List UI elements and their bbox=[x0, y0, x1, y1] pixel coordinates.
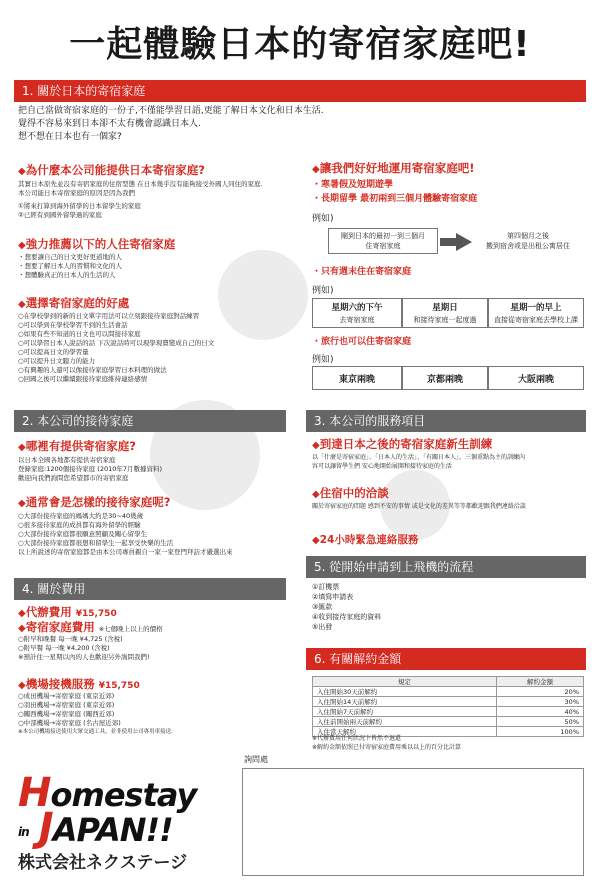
page-title: 一起體驗日本的寄宿家庭吧! bbox=[69, 24, 531, 65]
example-box-after: 第四個月之後 搬到宿舍或是出租公寓居住 bbox=[486, 232, 570, 250]
inquiry-label: 詢問處 bbox=[244, 755, 268, 764]
arrow-right-icon bbox=[456, 233, 472, 251]
cancellation-table bbox=[312, 676, 584, 737]
agency-fee: ◆代辦費用 ¥15,750 bbox=[18, 605, 117, 619]
service-emergency: ◆24小時緊急連絡服務 bbox=[312, 534, 419, 546]
home-fee: ◆寄宿家庭費用 ※七個晚上以上的價格 bbox=[18, 620, 163, 634]
table-header-row: 規定 解約金額 bbox=[313, 677, 584, 687]
where-heading: ◆哪裡有提供寄宿家庭? bbox=[18, 439, 136, 453]
home-fee-list: ○附早和晚餐 每一晚 ¥4,725 (含稅) ○附早餐 每一晚 ¥4,200 (含稅) ※預計住一星期以內的人也歡迎另外詢問我們! bbox=[18, 635, 150, 661]
who-list: ○大部份接待家庭的媽媽大約是30~40幾歲 ○很多接待家庭的成員都有海外留學的經驗 ○大部份接待家庭都很願意照顧及關心留學生 ○大部份接待家庭都很想和留學生一起享受快樂的生活 以上所說述的寄宿家庭都是由本公司專員親自一家一家登門拜訪才嚴選出來 bbox=[18, 512, 233, 556]
logo-homestay: Homestay bbox=[18, 770, 197, 816]
use-sub-1: ・寒暑假及短期遊學 bbox=[312, 180, 394, 190]
recommend-list: ・想要讓自己的日文更好更道地的人 ・想要了解日本人的習慣和文化的人 ・想體驗真正的日本人的生活的人 bbox=[18, 253, 122, 279]
travel-tokyo: 東京兩晚 bbox=[312, 366, 402, 390]
table-row: 入住當天解約 100% bbox=[313, 727, 584, 737]
example-label-1: 例如) bbox=[312, 214, 334, 224]
company-name: 株式会社ネクステージ bbox=[18, 853, 188, 873]
weekend-heading: ・只有週末住在寄宿家庭 bbox=[312, 267, 412, 277]
example-box-first-months: 剛到日本的最初一到三個月 住寄宿家庭 bbox=[328, 228, 438, 254]
logo-in-japan: in JAPAN!! bbox=[18, 805, 173, 851]
table-row: 入住開始14天前解約 30% bbox=[313, 697, 584, 707]
airport-list: ○成田機場→寄宿家庭 (東京近郊) ○羽田機場→寄宿家庭 (東京近郊) ○關西機場→寄宿家庭 (關西近郊) ○中部機場→寄宿家庭 (名古屋近郊) ※本公司機場接送使用大眾交通工具。並非使用公司專用車接送. bbox=[18, 692, 173, 735]
example-label-2: 例如) bbox=[312, 286, 334, 296]
who-heading: ◆通常會是怎樣的接待家庭呢? bbox=[18, 495, 171, 509]
airport-fee: ◆機場接機服務 ¥15,750 bbox=[18, 677, 140, 691]
benefits-heading: ◆選擇寄宿家庭的好處 bbox=[18, 296, 130, 310]
recommend-heading: ◆強力推薦以下的人住寄宿家庭 bbox=[18, 237, 176, 251]
service-consult: ◆住宿中的洽談 bbox=[312, 486, 389, 500]
service-consult-desc: 關於寄宿家庭的問題 感到不安的事情 或是文化的差異等等都歡迎跟我們連絡洽談 bbox=[312, 503, 526, 510]
benefits-list: ○在學校學到的新的日文單字用法可以立刻跟接待家庭對話練習 ○可以學到在學校學習不到的生活會話 ○如果有些不知道的日文也可以問接待家庭 ○可以學習日本人說話的話 下次說話時可以現學現賣變成自己的日文 ○可以提高日文的學習量 ○可以提升日文聽力的能力 ○有興趣的人還可以像接待家庭學習日本料理的做法 ○回國之後可以繼續跟接待家庭維持連絡感情 bbox=[18, 312, 215, 383]
section-5-header: 5. 從開始申請到上飛機的流程 bbox=[306, 556, 586, 578]
intro-text: 把自己當做寄宿家庭的一份子,不僅能學習日語,更能了解日本文化和日本生活. 覺得不容易來到日本卻不太有機會認識日本人. 想不想在日本也有一個家? bbox=[18, 106, 324, 142]
section-6-header: 6. 有關解約金額 bbox=[306, 648, 586, 670]
inquiry-box bbox=[242, 768, 584, 876]
service-orientation-desc: 以「什麼是寄宿家庭」、「日本人的生活」、「有關日本人」、三個重點為主的訓練內 容可以讓留學生們 安心地開始展開和接待家庭的生活 bbox=[312, 454, 526, 470]
weekend-sun: 星期日 和接待家庭一起度過 bbox=[402, 298, 488, 328]
section-1-header: 1. 關於日本的寄宿家庭 bbox=[14, 80, 586, 102]
use-sub-2: ・長期留學 最初兩到三個月體驗寄宿家庭 bbox=[312, 194, 478, 204]
travel-heading: ・旅行也可以住寄宿家庭 bbox=[312, 337, 412, 347]
table-row: 入住前開始兩天前解約 50% bbox=[313, 717, 584, 727]
travel-kyoto: 京都兩晚 bbox=[402, 366, 488, 390]
service-orientation: ◆到達日本之後的寄宿家庭新生訓練 bbox=[312, 437, 493, 451]
example-label-3: 例如) bbox=[312, 355, 334, 365]
section-2-header: 2. 本公司的接待家庭 bbox=[14, 410, 286, 432]
section-4-header: 4. 關於費用 bbox=[14, 578, 286, 600]
why-body: 其實日本原先並沒有寄宿家庭的住宿型態 在日本幾乎沒有能夠接受外國人同住的家庭. 本公司能日本寄宿家庭的原因是因為我們 ①將來打算到海外留學的日本留學生的家庭 ②已經有到國外留學過的家庭 bbox=[18, 180, 263, 219]
weekend-mon: 星期一的早上 直接從寄宿家庭去學校上課 bbox=[488, 298, 584, 328]
where-list: 以日本全國各地都有提供寄宿家庭 登錄家庭:1200個接待家庭 (2010年7月數據資料) 歡迎向我們詢問您希望都市的寄宿家庭 bbox=[18, 456, 163, 482]
travel-osaka: 大阪兩晚 bbox=[488, 366, 584, 390]
table-row: 入住開始30天前解約 20% bbox=[313, 687, 584, 697]
weekend-sat: 星期六的下午 去寄宿家庭 bbox=[312, 298, 402, 328]
use-heading: ◆讓我們好好地運用寄宿家庭吧! bbox=[312, 161, 475, 175]
cancellation-notes: ※代辦費用任何狀況下皆然不退還 ※解約金額依照已付寄宿家庭費用乘以以上的百分比計算 bbox=[312, 735, 462, 751]
flow-steps: ①訂機票 ②填寫申請表 ③匯款 ④收到接待家庭的資料 ⑤出發 bbox=[312, 583, 382, 631]
table-row: 入住開始7天前解約 40% bbox=[313, 707, 584, 717]
section-3-header: 3. 本公司的服務項目 bbox=[306, 410, 586, 432]
why-heading: ◆為什麼本公司能提供日本寄宿家庭? bbox=[18, 163, 205, 177]
